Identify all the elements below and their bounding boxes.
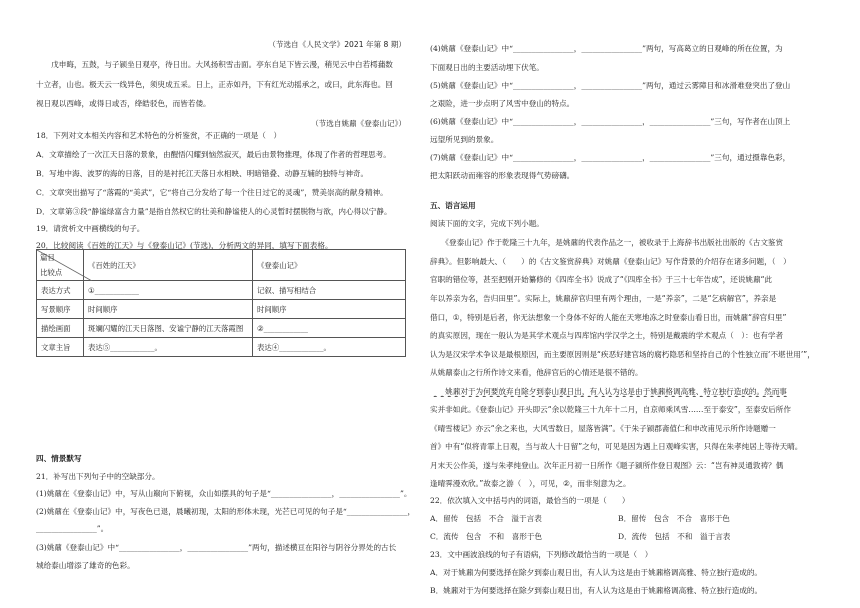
- option-22-b: B．留传 包含 不合 喜形于色: [618, 514, 730, 523]
- table-row: [37, 300, 406, 319]
- passage-line-wavy-underlined: 姚鼐对于为何要放弃自除夕到泰山观日出，有人认为这是由于姚鼐格调高雅、特立独行造成的。然而事: [430, 387, 787, 396]
- passage-line: 辞典》。但影响最大、（ ）的《古文鉴赏辞典》对姚鼐《登泰山记》写作背景的介绍存在诸多问题，（ ）: [430, 257, 791, 266]
- question-21-6: (6)姚鼐《登泰山记》中“________________，________________，________________”三句，写作者在山顶上: [430, 117, 791, 126]
- table-cell: 斑斓闪耀的江天日落图、安谧宁静的江天落霞图: [84, 319, 253, 338]
- table-cell: ①____________: [84, 281, 253, 300]
- question-21-6-cont: 远望所见到的景象。: [430, 135, 499, 144]
- row-label: 写景顺序: [37, 300, 84, 319]
- source-citation-2: （节选自姚鼐《登泰山记》）: [311, 119, 406, 128]
- question-21-4-cont: 下面观日出的主要活动埋下伏笔。: [430, 63, 544, 72]
- option-18-c: C．文章突出描写了“落霞的“美武”，它“将自己分发给了每一个往日过它的灵魂”，赞美崇高的献身精神。: [36, 188, 388, 197]
- question-21-2: (2)姚鼐在《登泰山记》中，写夜色已退，晨曦初现，太阳的形体未现，光芒已可见的句子是“________________，: [36, 507, 416, 516]
- source-citation-1: （节选自《人民文学》2021 年第 8 期）: [268, 40, 406, 49]
- passage-line: 从姚鼐泰山之行所作诗文来看，他辞官后的心情还是很不错的。: [430, 368, 643, 377]
- passage-line: 实并非如此。《登泰山记》开头即云“余以乾隆三十九年十二月，自京师乘风雪……至于泰安”，至泰安后所作: [430, 405, 791, 414]
- option-18-a: A．文章描绘了一次江天日落的景象，由醒悟闪耀到恼然寂灭，最后由景物推理，体现了作者的哲理思考。: [36, 150, 391, 159]
- option-22-d: D．流传 包括 不和 溢于言表: [618, 532, 731, 541]
- table-cell: 表达④____________。: [253, 338, 406, 357]
- passage-line: 的真实原因，现在一般认为是其学术观点与四库馆内学汉学之士，特别是戴震的学术观点（ ）：也有学者: [430, 331, 784, 340]
- option-22-a: A．留传 包括 不合 溢于言表: [430, 514, 542, 523]
- comparison-table: [36, 249, 406, 357]
- classical-passage-line: 戊申晦，五鼓，与子颍坐日观亭，待日出。大风扬积雪击面。亭东自足下皆云漫，稍见云中白若樗蒱数: [36, 60, 393, 69]
- question-20: 20．比较阅读《百姓的江天》与《登泰山记》(节选)，分析两文的异同，填写下面表格。: [36, 241, 333, 250]
- table-row: [37, 319, 406, 338]
- table-cell: 时间顺序: [253, 300, 406, 319]
- question-21-7-cont: 把太阳跃动而雍容的形象表现得气势磅礴。: [430, 171, 575, 180]
- row-label: 描绘画面: [37, 319, 84, 338]
- passage-line: 月末天公作美，遂与朱孝纯登山。次年正月初一日所作《题子颍所作登日观图》云：“岂有神灵通敦祷？偶: [430, 461, 784, 470]
- passage-line: 认为是汉宋学术争议是最根原因，而主要原因则是“疾恶好建官场的腐朽隐恶和坚持自己的个性独立而‘不堪世用’”，: [430, 350, 815, 359]
- passage-line: 逢晴霁漫欢欣。”故泰之游（ ），可见，②，而非刻意为之。: [430, 479, 631, 488]
- table-cell: 记叙、描写相结合: [253, 281, 406, 300]
- passage-line: 年以养亲为名，告归田里”。实际上，姚鼐辞官归里有两个理由，一是“养亲”，二是“乞病解官”，养亲是: [430, 294, 777, 303]
- passage-line: 官职的错位等，甚至把刚开始纂修的《四库全书》说成了“《四库全书》于三十七年告成”，还说姚鼐“此: [430, 275, 773, 284]
- option-23-b: B．姚鼐对于为何要选择在除夕到泰山观日出，有人认为这是由于姚鼐格调高雅、特立独行造成的。: [430, 586, 763, 595]
- table-row: [37, 281, 406, 300]
- question-21-7: (7)姚鼐《登泰山记》中“________________，________________，________________”三句，通过摄靠色彩，: [430, 153, 791, 162]
- section-heading-4: 四、情景默写: [36, 454, 82, 463]
- table-corner-header: [37, 250, 84, 281]
- reading-instruction: 阅读下面的文字，完成下列小题。: [430, 219, 544, 228]
- question-21-2-cont: ________________”。: [36, 524, 109, 533]
- option-18-b: B．写地中海、波罗的海的日落，目的是衬托江天落日水相映、明暗错叠、动静互辅的独特与神奇。: [36, 169, 369, 178]
- option-23-a: A．对于姚鼐为何要选择在除夕到泰山观日出，有人认为这是由于姚鼐格调高雅、特立独行造成的。: [430, 568, 763, 577]
- classical-passage-line: 十立者，山也。极天云一线异色，须臾成五采。日上，正赤如丹，下有红光动摇承之，或曰，此东海也。回: [36, 80, 393, 89]
- table-cell: 表达⑤____________。: [84, 338, 253, 357]
- table-cell: ②____________: [253, 319, 406, 338]
- header-compare-label: 比较点: [40, 268, 63, 277]
- question-19: 19．请赏析文中画横线的句子。: [36, 224, 145, 233]
- column-header-2: 《登泰山记》: [253, 250, 406, 281]
- header-title-label: 篇目: [40, 253, 55, 262]
- section-heading-5: 五、语言运用: [430, 201, 476, 210]
- question-23: 23．文中画波浪线的句子有语病，下列修改最恰当的一项是（ ）: [430, 550, 653, 559]
- column-header-1: 《百姓的江天》: [84, 250, 253, 281]
- row-label: 文章主旨: [37, 338, 84, 357]
- passage-line: 首》中有“似将青霏上日观，当与故人十日留”之句，可见是因为遇上日观峰实害，只得在朱孝纯居上等待天晴。: [430, 442, 803, 451]
- question-21-5-cont: 之艰险，进一步点明了风雪中登山的特点。: [430, 99, 575, 108]
- table-row: [37, 338, 406, 357]
- passage-line: 《晴雪楼记》亦云“余之来也，大风雪数日，屋落皆满”。《于朱子颍郡斋值仁和申改甫见示所作诗题赠一: [430, 424, 776, 433]
- question-21: 21．补写出下列句子中的空缺部分。: [36, 472, 160, 481]
- question-21-1: (1)姚鼐在《登泰山记》中，写从山巅向下俯视，众山如摆具的句子是“________________，________________”。: [36, 489, 412, 498]
- passage-line: 借口，①，特别是后者，你无法想象一个身体不好的人能在天寒地冻之时登泰山看日出，而姚鼐“辞官归里”: [430, 313, 787, 322]
- question-18: 18．下列对文本相关内容和艺术特色的分析鉴赏，不正确的一项是（ ）: [36, 131, 282, 140]
- question-21-3-cont: 城给泰山增添了雄奇的色彩。: [36, 561, 135, 570]
- question-21-3: (3)姚鼐《登泰山记》中“________________，________________”两句，描述横亘在阳谷与阴谷分界处的古长: [36, 543, 397, 552]
- question-22: 22．依次填入文中括号内的词语，最恰当的一项是（ ）: [430, 496, 630, 505]
- option-18-d: D．文章第③段“静谧绿富含力量”是指自然权它的壮美和静谧使人的心灵暂时摆脱物与欲，内心得以宁静。: [36, 207, 392, 216]
- row-label: 表达方式: [37, 281, 84, 300]
- classical-passage-line: 视日观以西峰，或得日或否，绛皓驳色，而皆若偻。: [36, 99, 211, 108]
- question-21-5: (5)姚鼐《登泰山记》中“________________，________________”两句，通过云雾障目和冰滑难登突出了登山: [430, 81, 791, 90]
- passage-line: 《登泰山记》作于乾隆三十九年，是姚鼐的代表作品之一，被收录于上海辞书出版社出版的《古文鉴赏: [430, 238, 784, 247]
- option-22-c: C．流传 包含 不和 喜形于色: [430, 532, 543, 541]
- question-21-4: (4)姚鼐《登泰山记》中“________________，________________”两句，写高葛立的日观峰的所在位置，为: [430, 44, 783, 53]
- table-cell: 时间顺序: [84, 300, 253, 319]
